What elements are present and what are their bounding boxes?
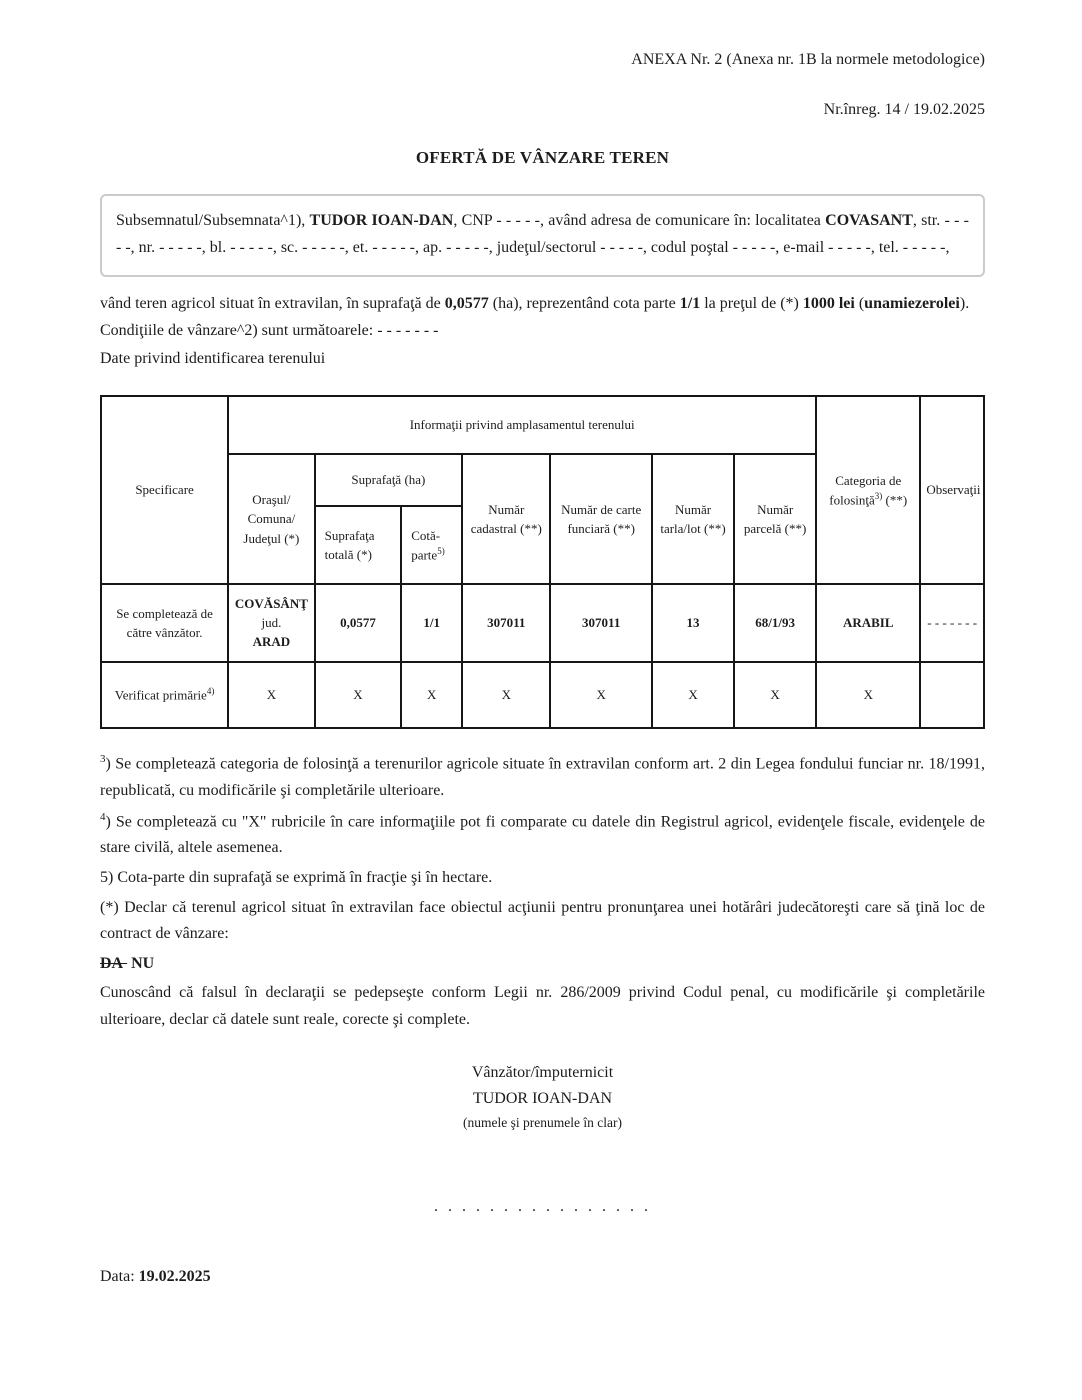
verify-mark: X: [401, 662, 462, 728]
sale-text-3: la preţul de (*): [700, 294, 803, 312]
da-option-struck: DA: [100, 954, 128, 972]
footnote-3-text: ) Se completează categoria de folosinţă a terenurilor agricole situate în extravilan conform art. 2 din Legea fondului funciar nr. 18/1991, republicată, cu modificările şi completările ulterioare.: [100, 755, 985, 800]
footnote-4: [100, 808, 985, 862]
sale-text-2: (ha), reprezentând cota parte: [488, 294, 680, 312]
sale-share: 1/1: [679, 294, 701, 312]
verify-mark: X: [816, 662, 920, 728]
table-header-suprafata-ha: Suprafaţă (ha): [315, 454, 462, 506]
da-nu-line: [100, 951, 985, 978]
categoria-label: Categoria de folosinţă: [829, 472, 902, 508]
table-header-numar-parcela: Număr parcelă (**): [734, 454, 816, 584]
seller-land-category: ARABIL: [816, 584, 920, 662]
signature-name: TUDOR IOAN-DAN: [472, 1090, 613, 1108]
footnote-4-text: ) Se completează cu "X" rubricile în care informaţiile pot fi comparate cu datele din Registrul agricol, evidenţele fiscale, evidenţele de stare civilă, altele asemenea.: [100, 812, 985, 857]
intro-text-3: , str. - - - - -, nr. - - - - -, bl. - - - - -, sc. - - - - -, et. - - - - -, ap. - - - - -, judeţul/sectorul - - - - -, codul poştal - - - - -, e-mail - - - - -, tel. - - - - -,: [116, 211, 969, 257]
penal-declaration: Cunoscând că falsul în declaraţii se pedepseşte conform Legii nr. 286/2009 privind Codul penal, cu modificările şi completările ulterioare, declar că datele sunt reale, corecte şi complete.: [100, 984, 985, 1028]
sale-paragraph: [100, 290, 985, 318]
land-identification-table: [100, 395, 985, 729]
table-row-seller: [101, 584, 984, 662]
footnote-3-marker: 3: [100, 753, 106, 766]
table-header-numar-cadastral: Număr cadastral (**): [462, 454, 550, 584]
seller-total-area: 0,0577: [315, 584, 402, 662]
footnotes-block: [100, 750, 985, 1033]
categoria-footnote-marker: 3): [874, 491, 883, 501]
signature-role: Vânzător/împuternicit: [471, 1064, 614, 1082]
note-star: (*) Declar că terenul agricol situat în extravilan face obiectul acţiunii pentru pronunţarea unei hotărâri judecătoreşti care să ţină loc de contract de vânzare:: [100, 898, 985, 943]
cota-parte-footnote-marker: 5): [437, 546, 445, 556]
table-header-categoria: [816, 396, 920, 584]
table-row-verify: [101, 662, 984, 728]
verify-mark: X: [734, 662, 816, 728]
table-header-suprafata-totala: Suprafaţa totală (*): [315, 506, 402, 584]
seller-row-label: Se completează de către vânzător.: [101, 584, 228, 662]
table-header-cota-parte: [401, 506, 462, 584]
verify-mark: X: [652, 662, 734, 728]
date-line: [100, 1268, 985, 1286]
footnote-5: 5) Cota-parte din suprafaţă se exprimă în fracţie şi în hectare.: [100, 869, 493, 887]
seller-observations: - - - - - - -: [920, 584, 984, 662]
verify-observations: [920, 662, 984, 728]
seller-city-cell: [228, 584, 315, 662]
seller-cadastral-number: 307011: [462, 584, 550, 662]
table-header-specificare: Specificare: [101, 396, 228, 584]
verify-label: Verificat primărie: [114, 687, 207, 703]
date-value: 19.02.2025: [138, 1267, 211, 1285]
signature-block: [100, 1060, 985, 1134]
date-label: Data:: [100, 1267, 139, 1285]
sale-details-block: [100, 290, 985, 373]
seller-identification-box: [100, 194, 985, 277]
sale-area: 0,0577: [444, 294, 489, 312]
sale-price: 1000 lei: [802, 294, 855, 312]
footnote-3: [100, 750, 985, 804]
sale-text-1: vând teren agricol situat în extravilan, în suprafaţă de: [100, 294, 445, 312]
annex-reference: ANEXA Nr. 2 (Anexa nr. 1B la normele metodologice): [631, 51, 985, 68]
intro-paragraph: [116, 207, 969, 262]
seller-tarla-number: 13: [652, 584, 734, 662]
seller-name: TUDOR IOAN-DAN: [309, 211, 454, 229]
table-header-observatii: Observaţii: [920, 396, 984, 584]
footnote-4-marker: 4: [100, 810, 106, 823]
verify-footnote-marker: 4): [206, 686, 215, 697]
land-data-heading: Date privind identificarea terenului: [100, 349, 326, 367]
verify-mark: X: [228, 662, 315, 728]
verify-mark: X: [550, 662, 652, 728]
sale-text-5: ).: [959, 294, 970, 312]
intro-text-2: , CNP - - - - -, având adresa de comunicare în: localitatea: [453, 211, 826, 229]
verify-mark: X: [462, 662, 550, 728]
sale-text-4: (: [854, 294, 865, 312]
signature-dotted-line: . . . . . . . . . . . . . . . .: [434, 1197, 651, 1215]
seller-land-book-number: 307011: [550, 584, 652, 662]
seller-parcel-number: 68/1/93: [734, 584, 816, 662]
table-header-numar-carte: Număr de carte funciară (**): [550, 454, 652, 584]
seller-jud-label: jud.: [261, 614, 282, 630]
table-header-orasul: Oraşul/ Comuna/ Judeţul (*): [228, 454, 315, 584]
table-header-numar-tarla: Număr tarla/lot (**): [652, 454, 734, 584]
table-header-info: Informaţii privind amplasamentul terenului: [228, 396, 816, 454]
sale-price-words: unamiezerolei: [864, 294, 960, 312]
seller-locality: COVASANT: [825, 211, 913, 229]
seller-share: 1/1: [401, 584, 462, 662]
seller-city: COVĂSÂNŢ: [234, 595, 308, 611]
signature-note: (numele şi prenumele în clar): [463, 1115, 622, 1131]
verify-mark: X: [315, 662, 402, 728]
categoria-suffix: (**): [882, 492, 908, 508]
conditions-line: Condiţiile de vânzare^2) sunt următoarele: - - - - - - -: [100, 322, 439, 340]
cota-parte-label: Cotă-parte: [411, 527, 441, 563]
seller-county: ARAD: [252, 633, 291, 649]
document-title: OFERTĂ DE VÂNZARE TEREN: [415, 147, 670, 167]
intro-text-1: Subsemnatul/Subsemnata^1),: [116, 211, 310, 229]
nu-option: NU: [131, 954, 155, 972]
registration-number: Nr.înreg. 14 / 19.02.2025: [823, 100, 985, 118]
verify-row-label: [101, 662, 228, 728]
